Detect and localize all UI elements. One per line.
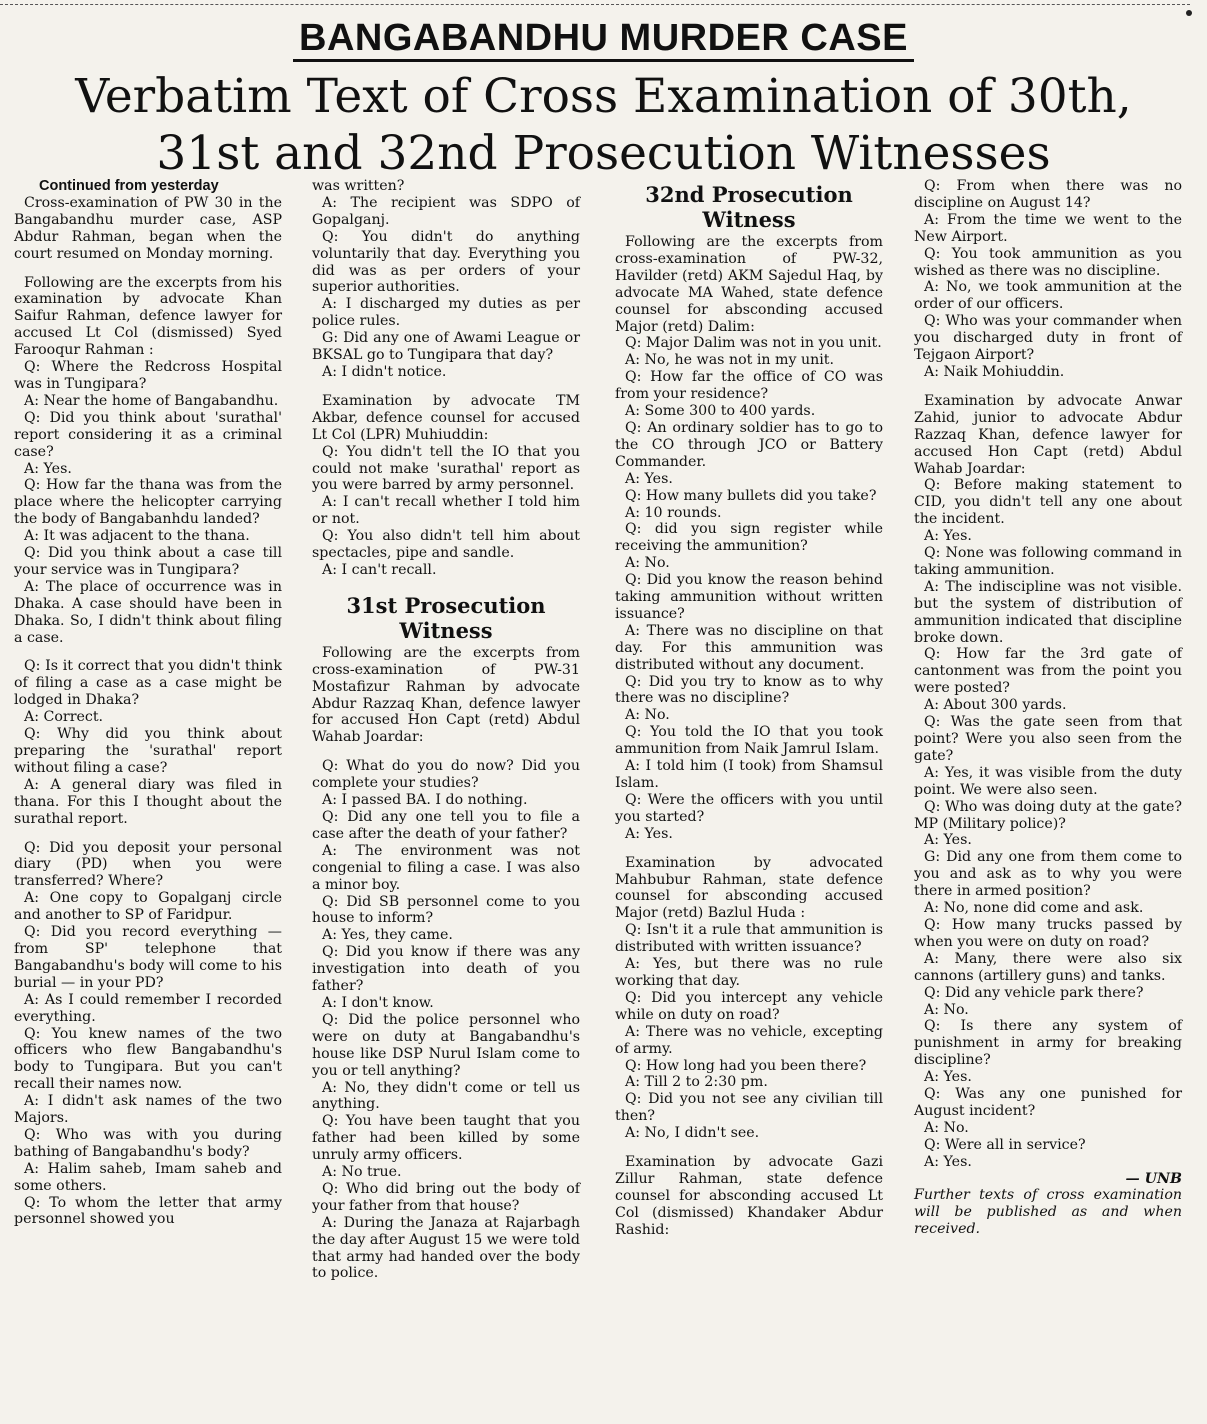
article-column-1 xyxy=(14,178,282,1228)
answer: A: A general diary was filed in thana. For this I thought about the surathal report. xyxy=(14,776,282,827)
answer: A: I told him (I took) from Shamsul Islam. xyxy=(615,758,883,791)
question: Q: Was any one punished for August incident? xyxy=(914,1086,1182,1119)
paragraph: Examination by advocate Gazi Zillur Rahman, state defence counsel for absconding accused Lt Col (dismissed) Khandaker Abdur Rashid: xyxy=(615,1154,883,1238)
question: Q: You have been taught that you father had been killed by some unruly army officers. xyxy=(312,1113,580,1164)
question: Q: To whom the letter that army personnel showed you xyxy=(14,1194,282,1228)
paragraph: Cross-examination of PW 30 in the Bangabandhu murder case, ASP Abdur Rahman, began when the court resumed on Monday morning. xyxy=(14,194,282,262)
question: Q: What do you do now? Did you complete your studies? xyxy=(312,758,580,792)
answer: A: I passed BA. I do nothing. xyxy=(322,792,528,809)
answer: A: No. xyxy=(625,555,670,572)
answer: A: Yes. xyxy=(924,1153,972,1170)
kicker-text: BANGABANDHU MURDER CASE xyxy=(293,17,914,62)
question: Q: Were the officers with you until you started? xyxy=(615,791,883,825)
answer: A: Some 300 to 400 yards. xyxy=(625,403,816,420)
question: Q: Is there any system of punishment in army for breaking discipline? xyxy=(914,1018,1182,1069)
answer: A: Yes. xyxy=(625,825,673,842)
agency-credit: — UNB xyxy=(1125,1170,1182,1187)
paragraph: Following are the excerpts from cross-examination of PW-31 Mostafizur Rahman by advocate Abdur Razzaq Khan, defence lawyer for accused Hon Capt (retd) Abdul Wahab Joardar: xyxy=(312,644,580,746)
answer: A: No. xyxy=(924,1119,969,1136)
question: Q: Did you know if there was any investigation into death of you father? xyxy=(312,944,580,995)
answer: A: No, none did come and ask. xyxy=(924,900,1144,917)
continued-note: Continued from yesterday xyxy=(39,178,219,194)
question: Q: How far the thana was from the place where the helicopter carrying the body of Bangabanhdu landed? xyxy=(14,477,282,528)
question: Q: Did you know the reason behind taking ammunition without written issuance? xyxy=(615,572,883,622)
question: Q: Did any one tell you to file a case after the death of your father? xyxy=(312,809,580,842)
paragraph: Examination by advocate Anwar Zahid, junior to advocate Abdur Razzaq Khan, defence lawyer for accused Hon Capt (retd) Abdul Wahab Joardar: xyxy=(914,392,1182,477)
question: Q: How far the 3rd gate of cantonment was from the point you were posted? xyxy=(914,646,1182,697)
paragraph: Following are the excerpts from his examination by advocate Khan Saifur Rahman, defence lawyer for accused Lt Col (dismissed) Syed Farooqur Rahman : xyxy=(14,274,282,359)
paragraph: Examination by advocate TM Akbar, defence counsel for accused Lt Col (LPR) Muhiuddin: xyxy=(312,392,580,443)
answer: A: Till 2 to 2:30 pm. xyxy=(625,1074,768,1091)
answer: A: The recipient was SDPO of Gopalganj. xyxy=(312,194,580,228)
question: Q: You took ammunition as you wished as there was no discipline. xyxy=(914,245,1182,279)
answer: A: From the time we went to the New Airport. xyxy=(914,211,1182,245)
answer: A: No true. xyxy=(322,1164,402,1181)
question: Q: Did you think about a case till your service was in Tungipara? xyxy=(14,545,282,578)
headline-line-1: Verbatim Text of Cross Examination of 30th, xyxy=(75,69,1132,124)
question: Q: Is it correct that you didn't think of filing a case as a case might be lodged in Dhaka? xyxy=(14,658,282,709)
answer: A: Yes, they came. xyxy=(322,927,453,944)
answer: A: No, we took ammunition at the order of our officers. xyxy=(914,279,1182,313)
answer: A: During the Janaza at Rajarbagh the day after August 15 we were told that army had handed over the body to police. xyxy=(312,1214,580,1282)
question: Q: Did you think about 'surathal' report considering it as a criminal case? xyxy=(14,409,282,460)
answer: A: Near the home of Bangabandhu. xyxy=(24,392,279,409)
question: G: Did any one from them come to you and ask as to why you were there in armed position? xyxy=(914,849,1182,900)
answer: A: The place of occurrence was in Dhaka. A case should have been in Dhaka. So, I didn't think about filing a case. xyxy=(14,578,282,646)
question: Q: Were all in service? xyxy=(924,1136,1086,1153)
question: Q: Who did bring out the body of your father from that house? xyxy=(312,1180,580,1214)
answer: A: The indiscipline was not visible. but the system of distribution of ammunition indicated that discipline broke down. xyxy=(914,578,1182,646)
question: Q: did you sign register while receiving the ammunition? xyxy=(615,521,883,555)
question: Q: You also didn't tell him about spectacles, pipe and sandle. xyxy=(312,528,580,562)
paragraph: Examination by advocated Mahbubur Rahman, state defence counsel for absconding accused Major (retd) Bazlul Huda : xyxy=(615,854,883,922)
section-subheading: 32nd Prosecution Witness xyxy=(645,182,853,232)
question: Q: Where the Redcross Hospital was in Tungipara? xyxy=(14,359,282,392)
question: Q: How many bullets did you take? xyxy=(625,487,877,504)
question: Q: Did you record everything — from SP' telephone that Bangabandhu's body will come to his burial — in your PD? xyxy=(14,924,282,991)
headline xyxy=(20,68,1187,182)
article-column-3 xyxy=(615,178,883,1239)
question: Q: How far the office of CO was from your residence? xyxy=(615,369,883,403)
answer: A: Correct. xyxy=(24,709,104,726)
answer: A: One copy to Gopalganj circle and another to SP of Faridpur. xyxy=(14,890,282,924)
answer: A: Yes. xyxy=(924,1069,972,1086)
section-subheading: 31st Prosecution Witness xyxy=(346,592,546,643)
question: Q: Did you try to know as to why there was no discipline? xyxy=(615,673,883,707)
answer: A: No, he was not in my unit. xyxy=(625,352,835,369)
answer: A: I don't know. xyxy=(322,994,434,1011)
question: Q: Before making statement to CID, you didn't tell any one about the incident. xyxy=(914,477,1182,528)
question: Q: Did you deposit your personal diary (PD) when you were transferred? Where? xyxy=(14,839,282,890)
top-dashed-rule xyxy=(0,4,1190,5)
answer: A: Many, there were also six cannons (artillery guns) and tanks. xyxy=(914,950,1182,984)
answer: A: I can't recall whether I told him or not. xyxy=(312,494,580,528)
question: Q: Major Dalim was not in you unit. xyxy=(625,335,882,352)
answer: A: I didn't notice. xyxy=(322,363,447,380)
question: Q: How long had you been there? xyxy=(625,1057,867,1074)
question: Q: You didn't tell the IO that you could not make 'surathal' report as you were barred by army personnel. xyxy=(312,443,580,494)
answer: A: No. xyxy=(625,707,670,724)
corner-dot xyxy=(1186,10,1192,16)
answer: A: The environment was not congenial to filing a case. I was also a minor boy. xyxy=(312,842,580,893)
question: Q: You didn't do anything voluntarily that day. Everything you did was as per orders of your superior authorities. xyxy=(312,228,580,296)
answer: A: Yes. xyxy=(625,470,673,487)
question: Q: You told the IO that you took ammunition from Naik Jamrul Islam. xyxy=(615,724,883,758)
question: Q: Did SB personnel come to you house to inform? xyxy=(312,893,580,927)
question: Q: Why did you think about preparing the 'surathal' report without filing a case? xyxy=(14,726,282,776)
article-column-4 xyxy=(914,178,1182,1238)
question: Q: Was the gate seen from that point? Were you also seen from the gate? xyxy=(914,714,1182,764)
question: Q: Who was with you during bathing of Bangabandhu's body? xyxy=(14,1126,282,1160)
answer: A: Yes, but there was no rule working that day. xyxy=(615,956,883,989)
answer: A: Halim saheb, Imam saheb and some others. xyxy=(14,1160,282,1194)
answer: A: Naik Mohiuddin. xyxy=(924,363,1065,380)
question: Q: Who was doing duty at the gate? MP (Military police)? xyxy=(914,798,1182,832)
question: Q: Did you intercept any vehicle while on duty on road? xyxy=(615,989,883,1023)
answer: A: About 300 yards. xyxy=(924,697,1067,714)
question: G: Did any one of Awami League or BKSAL go to Tungipara that day? xyxy=(312,330,580,364)
question: Q: How many trucks passed by when you were on duty on road? xyxy=(914,916,1182,950)
answer: A: Yes. xyxy=(24,460,72,477)
question: Q: Did any vehicle park there? xyxy=(924,984,1144,1001)
answer: A: Yes, it was visible from the duty point. We were also seen. xyxy=(914,764,1182,798)
headline-line-2: 31st and 32nd Prosecution Witnesses xyxy=(156,126,1051,181)
question: Q: From when there was no discipline on August 14? xyxy=(914,178,1182,211)
answer: A: 10 rounds. xyxy=(625,504,722,521)
question: Q: None was following command in taking ammunition. xyxy=(914,545,1182,578)
question: Q: Did you not see any civilian till then? xyxy=(615,1091,883,1125)
question: Q: An ordinary soldier has to go to the CO through JCO or Battery Commander. xyxy=(615,419,883,470)
kicker-heading xyxy=(0,18,1207,58)
answer: A: No, they didn't come or tell us anything. xyxy=(312,1079,580,1113)
question: Q: Isn't it a rule that ammunition is distributed with written issuance? xyxy=(615,922,883,956)
continued-text: was written? xyxy=(312,178,405,194)
answer: A: I discharged my duties as per police rules. xyxy=(312,296,580,330)
question: Q: You knew names of the two officers who flew Bangabandhu's body to Tungipara. But you can't recall their names now. xyxy=(14,1025,282,1093)
article-column-2 xyxy=(312,178,580,1282)
answer: A: No. xyxy=(924,1001,969,1018)
answer: A: There was no discipline on that day. For this ammunition was distributed without any document. xyxy=(615,622,883,673)
answer: A: Yes. xyxy=(924,528,972,545)
paragraph: Following are the excerpts from cross-examination of PW-32, Havilder (retd) AKM Sajedul Haq, by advocate MA Wahed, state defence counsel for absconding accused Major (retd) Dalim: xyxy=(615,234,883,335)
closing-note: Further texts of cross examination will be published as and when received. xyxy=(914,1187,1182,1238)
answer: A: It was adjacent to the thana. xyxy=(24,528,250,545)
answer: A: I didn't ask names of the two Majors. xyxy=(14,1093,282,1127)
answer: A: As I could remember I recorded everything. xyxy=(14,991,282,1025)
answer: A: I can't recall. xyxy=(322,561,437,578)
answer: A: There was no vehicle, excepting of army. xyxy=(615,1023,883,1057)
question: Q: Did the police personnel who were on duty at Bangabandhu's house like DSP Nurul Islam come to you or tell anything? xyxy=(312,1011,580,1079)
answer: A: Yes. xyxy=(924,832,972,849)
answer: A: No, I didn't see. xyxy=(625,1125,760,1142)
question: Q: Who was your commander when you discharged duty in front of Tejgaon Airport? xyxy=(914,313,1182,364)
